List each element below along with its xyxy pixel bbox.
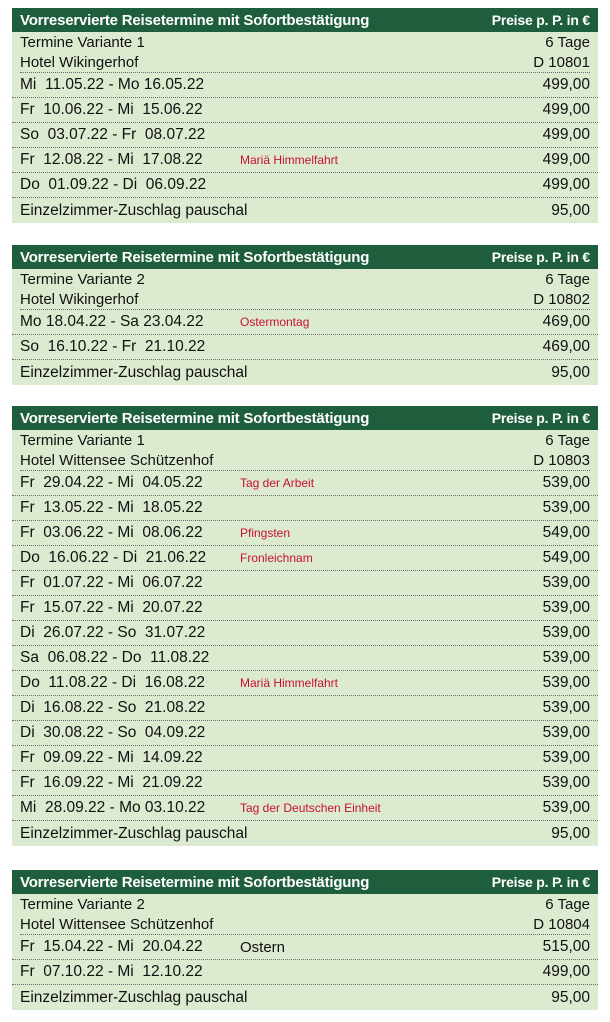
row-price: 469,00: [542, 313, 590, 330]
table-row: [12, 621, 598, 646]
header-prices: Preise p. P. in €: [491, 12, 590, 28]
row-price: 499,00: [542, 151, 590, 168]
row-date: Einzelzimmer-Zuschlag pauschal: [20, 363, 248, 381]
table-row: [12, 198, 598, 223]
table-header: [12, 406, 598, 430]
table-subheader: [12, 32, 598, 73]
variant-text: Termine Variante 1: [20, 33, 145, 51]
row-date: So 16.10.22 - Fr 21.10.22: [20, 338, 206, 355]
table-row: [12, 960, 598, 985]
table-header: [12, 870, 598, 894]
row-date: Do 11.08.22 - Di 16.08.22: [20, 674, 205, 691]
duration-text: 6 Tage: [545, 431, 590, 449]
row-note: Tag der Arbeit: [240, 476, 315, 490]
table-row: [12, 821, 598, 846]
subheader-line: [20, 914, 590, 935]
table-row: [12, 521, 598, 546]
row-date: Do 16.06.22 - Di 21.06.22: [20, 549, 207, 566]
row-price: 549,00: [542, 549, 590, 566]
row-date: So 03.07.22 - Fr 08.07.22: [20, 126, 206, 143]
row-price: 469,00: [542, 338, 590, 355]
row-date: Einzelzimmer-Zuschlag pauschal: [20, 988, 248, 1006]
row-price: 539,00: [542, 624, 590, 641]
row-date: Einzelzimmer-Zuschlag pauschal: [20, 201, 248, 219]
table-row: [12, 985, 598, 1010]
row-price: 549,00: [542, 524, 590, 541]
row-price: 539,00: [542, 674, 590, 691]
price-table-4: [12, 870, 598, 1010]
table-row: [12, 335, 598, 360]
code-text: D 10804: [533, 915, 590, 933]
hotel-text: Hotel Wikingerhof: [20, 53, 139, 71]
header-title: Vorreservierte Reisetermine mit Sofortbestätigung: [20, 873, 370, 891]
header-title: Vorreservierte Reisetermine mit Sofortbestätigung: [20, 409, 370, 427]
table-row: [12, 935, 598, 960]
duration-text: 6 Tage: [545, 895, 590, 913]
row-price: 515,00: [542, 938, 590, 955]
row-date: Mo 18.04.22 - Sa 23.04.22: [20, 313, 204, 330]
row-note: Tag der Deutschen Einheit: [240, 801, 381, 815]
table-row: [12, 546, 598, 571]
row-price: 95,00: [551, 824, 590, 842]
table-row: [12, 696, 598, 721]
row-date: Einzelzimmer-Zuschlag pauschal: [20, 824, 248, 842]
table-row: [12, 98, 598, 123]
row-price: 499,00: [542, 963, 590, 980]
row-date: Di 16.08.22 - So 21.08.22: [20, 699, 206, 716]
subheader-line: [20, 450, 590, 471]
row-price: 539,00: [542, 749, 590, 766]
table-row: [12, 721, 598, 746]
row-price: 539,00: [542, 699, 590, 716]
row-date: Di 26.07.22 - So 31.07.22: [20, 624, 206, 641]
hotel-text: Hotel Wittensee Schützenhof: [20, 915, 214, 933]
table-row: [12, 496, 598, 521]
header-prices: Preise p. P. in €: [491, 249, 590, 265]
row-note: Pfingsten: [240, 526, 291, 540]
table-row: [12, 596, 598, 621]
table-row: [12, 746, 598, 771]
row-price: 539,00: [542, 574, 590, 591]
row-price: 539,00: [542, 799, 590, 816]
row-date: Fr 07.10.22 - Mi 12.10.22: [20, 963, 203, 980]
row-price: 95,00: [551, 201, 590, 219]
row-date: Fr 13.05.22 - Mi 18.05.22: [20, 499, 203, 516]
row-date: Mi 11.05.22 - Mo 16.05.22: [20, 76, 205, 93]
table-subheader: [12, 894, 598, 935]
row-price: 539,00: [542, 474, 590, 491]
subheader-line: [20, 894, 590, 914]
code-text: D 10803: [533, 451, 590, 469]
table-subheader: [12, 269, 598, 310]
row-price: 95,00: [551, 988, 590, 1006]
row-price: 539,00: [542, 774, 590, 791]
table-row: [12, 148, 598, 173]
code-text: D 10801: [533, 53, 590, 71]
row-date: Fr 03.06.22 - Mi 08.06.22: [20, 524, 203, 541]
row-note: Mariä Himmelfahrt: [240, 676, 339, 690]
header-title: Vorreservierte Reisetermine mit Sofortbestätigung: [20, 11, 370, 29]
table-row: [12, 73, 598, 98]
table-row: [12, 471, 598, 496]
row-date: Fr 09.09.22 - Mi 14.09.22: [20, 749, 203, 766]
price-table-1: [12, 8, 598, 223]
table-row: [12, 360, 598, 385]
row-note: Mariä Himmelfahrt: [240, 153, 339, 167]
row-date: Fr 29.04.22 - Mi 04.05.22: [20, 474, 203, 491]
price-table-2: [12, 245, 598, 385]
row-price: 95,00: [551, 363, 590, 381]
hotel-text: Hotel Wikingerhof: [20, 290, 139, 308]
row-date: Fr 01.07.22 - Mi 06.07.22: [20, 574, 203, 591]
row-note: Fronleichnam: [240, 551, 313, 565]
variant-text: Termine Variante 2: [20, 895, 145, 913]
row-date: Fr 12.08.22 - Mi 17.08.22: [20, 151, 203, 168]
header-prices: Preise p. P. in €: [491, 874, 590, 890]
table-header: [12, 8, 598, 32]
row-date: Fr 15.07.22 - Mi 20.07.22: [20, 599, 203, 616]
subheader-line: [20, 430, 590, 450]
row-date: Fr 16.09.22 - Mi 21.09.22: [20, 774, 203, 791]
subheader-line: [20, 32, 590, 52]
row-date: Fr 15.04.22 - Mi 20.04.22: [20, 938, 203, 955]
table-row: [12, 173, 598, 198]
duration-text: 6 Tage: [545, 33, 590, 51]
table-header: [12, 245, 598, 269]
code-text: D 10802: [533, 290, 590, 308]
header-title: Vorreservierte Reisetermine mit Sofortbestätigung: [20, 248, 370, 266]
table-row: [12, 671, 598, 696]
row-price: 539,00: [542, 649, 590, 666]
variant-text: Termine Variante 2: [20, 270, 145, 288]
subheader-line: [20, 52, 590, 73]
row-date: Fr 10.06.22 - Mi 15.06.22: [20, 101, 203, 118]
table-row: [12, 796, 598, 821]
table-row: [12, 771, 598, 796]
row-date: Di 30.08.22 - So 04.09.22: [20, 724, 206, 741]
row-date: Do 01.09.22 - Di 06.09.22: [20, 176, 207, 193]
row-price: 539,00: [542, 599, 590, 616]
table-subheader: [12, 430, 598, 471]
row-price: 539,00: [542, 724, 590, 741]
row-price: 539,00: [542, 499, 590, 516]
subheader-line: [20, 269, 590, 289]
row-date: Sa 06.08.22 - Do 11.08.22: [20, 649, 210, 666]
table-row: [12, 571, 598, 596]
header-prices: Preise p. P. in €: [491, 410, 590, 426]
price-table-3: [12, 406, 598, 846]
duration-text: 6 Tage: [545, 270, 590, 288]
table-row: [12, 646, 598, 671]
table-row: [12, 310, 598, 335]
row-price: 499,00: [542, 126, 590, 143]
variant-text: Termine Variante 1: [20, 431, 145, 449]
row-note: Ostermontag: [240, 315, 310, 329]
row-price: 499,00: [542, 101, 590, 118]
hotel-text: Hotel Wittensee Schützenhof: [20, 451, 214, 469]
row-date: Mi 28.09.22 - Mo 03.10.22: [20, 799, 206, 816]
row-price: 499,00: [542, 76, 590, 93]
subheader-line: [20, 289, 590, 310]
row-note: Ostern: [240, 938, 286, 956]
row-price: 499,00: [542, 176, 590, 193]
table-row: [12, 123, 598, 148]
